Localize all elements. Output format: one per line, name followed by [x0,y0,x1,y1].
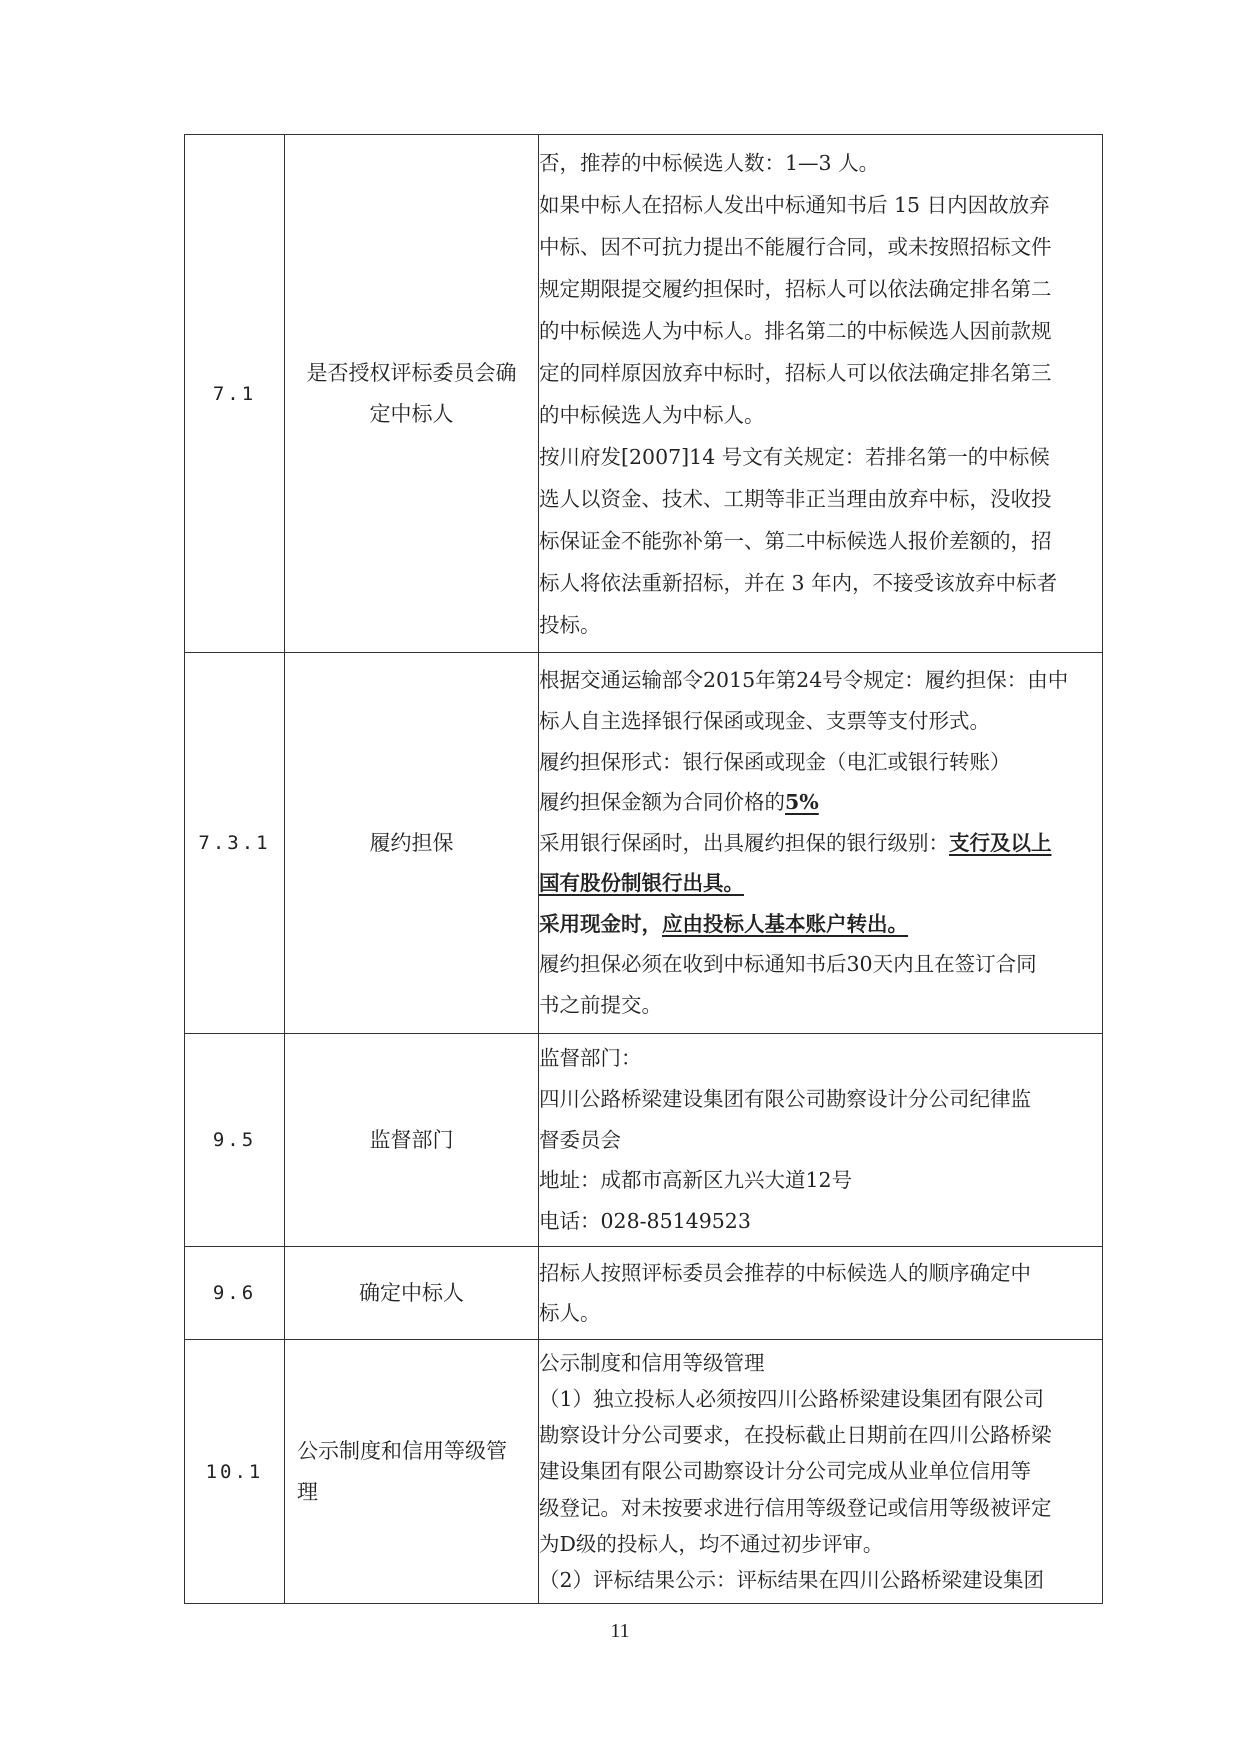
content-line: 的中标候选人为中标人。排名第二的中标候选人因前款规 [539,318,1052,343]
clause-content [539,1340,1103,1604]
clause-content [539,1247,1103,1340]
table-row [185,1247,1103,1340]
page-number: 11 [610,1620,630,1642]
content-line: 公示制度和信用等级管理 [539,1350,765,1375]
content-line: 电话：028-85149523 [539,1209,751,1234]
content-line: 标人。 [539,1301,601,1325]
guarantee-amount-line [539,782,1102,823]
clause-number: 7.1 [185,135,285,653]
clause-number: 10.1 [185,1340,285,1604]
cash-rule-line [539,904,1102,945]
content-line: 为D级的投标人，均不通过初步评审。 [539,1531,884,1556]
content-line: 履约担保形式：银行保函或现金（电汇或银行转账） [539,749,1011,774]
clause-name [285,135,539,653]
content-line: 四川公路桥梁建设集团有限公司勘察设计分公司纪律监 [539,1086,1031,1111]
content-line: 建设集团有限公司勘察设计分公司完成从业单位信用等 [539,1459,1031,1484]
bank-level-value: 支行及以上 [949,830,1052,855]
content-line: 否，推荐的中标候选人数：1—3 人。 [539,150,880,175]
clause-name: 确定中标人 [285,1247,539,1340]
content-line: 勘察设计分公司要求，在投标截止日期前在四川公路桥梁 [539,1423,1052,1448]
content-line: 规定期限提交履约担保时，招标人可以依法确定排名第二 [539,276,1052,301]
content-line: 的中标候选人为中标人。 [539,402,765,427]
content-line: 中标、因不可抗力提出不能履行合同，或未按照招标文件 [539,234,1052,259]
content-line: 级登记。对未按要求进行信用等级登记或信用等级被评定 [539,1495,1052,1520]
guarantee-amount-label: 履约担保金额为合同价格的 [539,790,785,815]
content-line: 书之前提交。 [539,993,662,1018]
content-line: 选人以资金、技术、工期等非正当理由放弃中标，没收投 [539,486,1052,511]
table-row [185,1034,1103,1247]
bank-level-value-cont: 国有股份制银行出具。 [539,871,744,896]
clause-name: 监督部门 [285,1034,539,1247]
clause-name [285,1340,539,1604]
clause-content [539,135,1103,653]
content-line: 标人将依法重新招标，并在 3 年内，不接受该放弃中标者 [539,570,1058,595]
content-line: 标保证金不能弥补第一、第二中标候选人报价差额的，招 [539,528,1052,553]
content-line: 定的同样原因放弃中标时，招标人可以依法确定排名第三 [539,360,1052,385]
content-line: 投标。 [539,612,601,637]
content-line: 按川府发[2007]14 号文有关规定：若排名第一的中标候 [539,444,1050,469]
content-line: 如果中标人在招标人发出中标通知书后 15 日内因故放弃 [539,192,1050,217]
table-row [185,135,1103,653]
clause-number: 7.3.1 [185,653,285,1034]
clause-content [539,653,1103,1034]
bank-level-label: 采用银行保函时，出具履约担保的银行级别： [539,830,949,855]
clause-name-line: 是否授权评标委员会确 [306,360,517,385]
content-line: 招标人按照评标委员会推荐的中标候选人的顺序确定中 [539,1261,1031,1285]
content-line: 监督部门： [539,1046,642,1070]
clause-number: 9.5 [185,1034,285,1247]
bid-data-table [184,134,1103,1604]
content-line: 督委员会 [539,1127,621,1152]
clause-name: 履约担保 [285,653,539,1034]
guarantee-amount-value: 5% [785,790,819,815]
content-line: 根据交通运输部令2015年第24号令规定：履约担保：由中 [539,668,1069,693]
clause-name-line: 定中标人 [369,401,454,426]
cash-rule-value: 应由投标人基本账户转出。 [662,911,908,936]
content-line: 标人自主选择银行保函或现金、支票等支付形式。 [539,708,990,733]
table-row [185,1340,1103,1604]
cash-rule-label: 采用现金时， [539,911,662,936]
clause-name-line: 理 [297,1479,318,1504]
clause-content [539,1034,1103,1247]
bank-level-cont-line [539,863,1102,904]
table-row [185,653,1103,1034]
content-line: 地址：成都市高新区九兴大道12号 [539,1168,853,1193]
clause-name-line: 公示制度和信用等级管 [297,1438,507,1463]
clause-number: 9.6 [185,1247,285,1340]
bank-level-line [539,823,1102,864]
content-line: （1）独立投标人必须按四川公路桥梁建设集团有限公司 [539,1386,1045,1411]
content-line: （2）评标结果公示：评标结果在四川公路桥梁建设集团 [539,1568,1045,1592]
content-line: 履约担保必须在收到中标通知书后30天内且在签订合同 [539,952,1037,977]
